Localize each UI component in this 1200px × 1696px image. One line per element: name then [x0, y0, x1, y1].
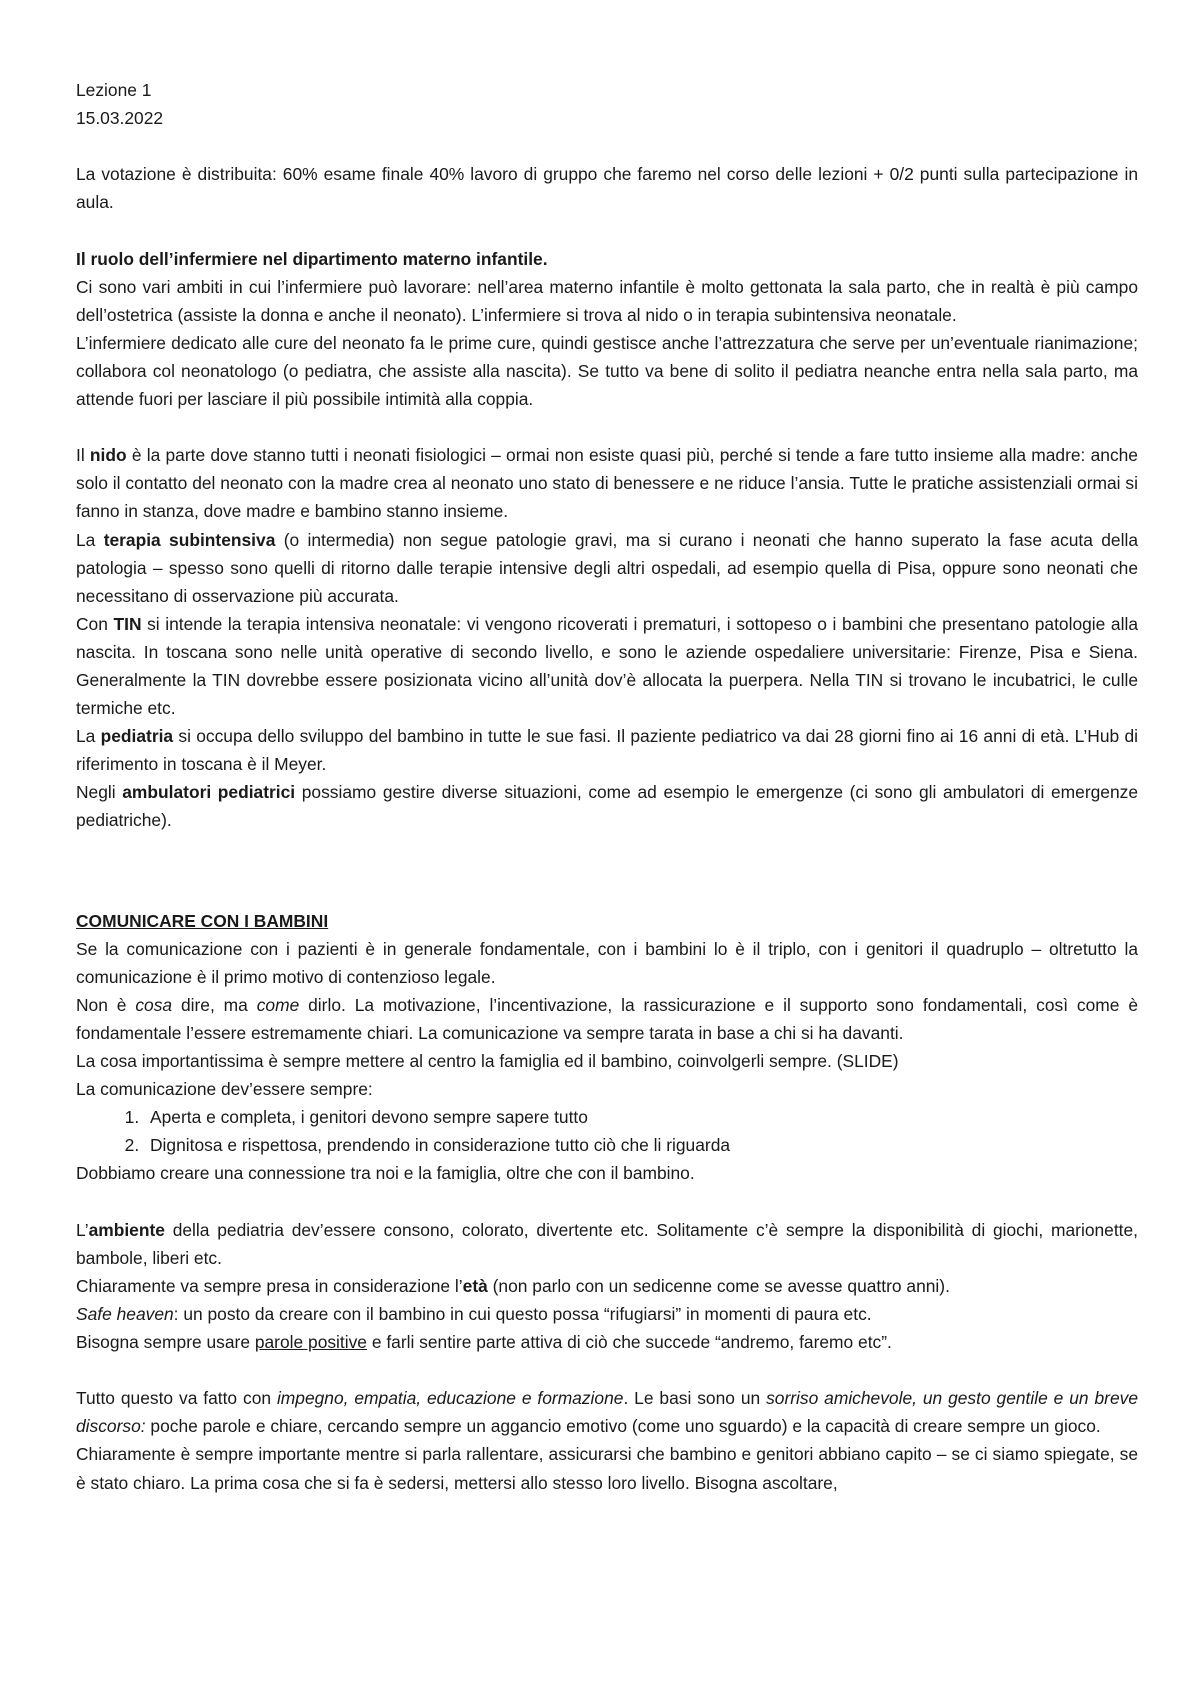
positive-words-paragraph: Bisogna sempre usare parole positive e farli sentire parte attiva di ciò che succede “andremo, faremo etc”.: [76, 1332, 892, 1353]
comm-paragraph-5: Dobbiamo creare una connessione tra noi e la famiglia, oltre che con il bambino.: [76, 1163, 695, 1184]
numbered-list: [76, 1103, 1138, 1159]
pediatria-paragraph: La pediatria si occupa dello sviluppo del bambino in tutte le sue fasi. Il paziente pediatrico va dai 28 giorni fino ai 16 anni di età. L’Hub di riferimento in toscana è il Meyer.: [76, 726, 1138, 775]
environment-paragraph: L’ambiente della pediatria dev’essere consono, colorato, divertente etc. Solitamente c’è sempre la disponibilità di giochi, marionette, bambole, liberi etc.: [76, 1219, 1138, 1268]
document-body: [76, 76, 1138, 1497]
list-item: 2. Dignitosa e rispettosa, prendendo in considerazione tutto ciò che li riguarda: [144, 1131, 1138, 1159]
role-paragraph-2: L’infermiere dedicato alle cure del neonato fa le prime cure, quindi gestisce anche l’attrezzatura che serve per un’eventuale rianimazione; collabora col neonatologo (o pediatra, che assiste alla nascita). Se tutto va bene di solito il pediatra neanche entra nella sala parto, ma attende fuori per lasciare il più possibile intimità alla coppia.: [76, 332, 1138, 410]
tin-paragraph: Con TIN si intende la terapia intensiva neonatale: vi vengono ricoverati i prematuri, i sottopeso o i bambini che presentano patologie alla nascita. In toscana sono nelle unità operative di secondo livello, e sono le aziende ospedaliere universitarie: Firenze, Pisa e Siena. Generalmente la TIN dovrebbe essere posizionata vicino all’unità dov’è allocata la puerpera. Nella TIN si trovano le incubatrici, le culle termiche etc.: [76, 613, 1138, 719]
comm-paragraph-4: La comunicazione dev’essere sempre:: [76, 1079, 373, 1100]
closing-paragraph-1: Tutto questo va fatto con impegno, empatia, educazione e formazione. Le basi sono un sorriso amichevole, un gesto gentile e un breve discorso: poche parole e chiare, cercando sempre un aggancio emotivo (come uno sguardo) e la capacità di creare sempre un gioco.: [76, 1388, 1138, 1437]
ambulatori-paragraph: Negli ambulatori pediatrici possiamo gestire diverse situazioni, come ad esempio le emergenze (ci sono gli ambulatori di emergenze pediatriche).: [76, 782, 1138, 831]
section-heading-role: Il ruolo dell’infermiere nel dipartimento materno infantile.: [76, 248, 548, 269]
grading-paragraph: La votazione è distribuita: 60% esame finale 40% lavoro di gruppo che faremo nel corso delle lezioni + 0/2 punti sulla partecipazione in aula.: [76, 164, 1138, 213]
nido-paragraph: Il nido è la parte dove stanno tutti i neonati fisiologici – ormai non esiste quasi più, perché si tende a fare tutto insieme alla madre: anche solo il contatto del neonato con la madre crea al neonato uno stato di benessere e ne riduce l’ansia. Tutte le pratiche assistenziali ormai si fanno in stanza, dove madre e bambino stanno insieme.: [76, 445, 1138, 522]
comm-paragraph-2: Non è cosa dire, ma come dirlo. La motivazione, l’incentivazione, la rassicurazione e il supporto sono fondamentali, così come è fondamentale l’essere estremamente chiari. La comunicazione va sempre tarata in base a chi si ha davanti.: [76, 994, 1138, 1043]
list-item: 1. Aperta e completa, i genitori devono sempre sapere tutto: [144, 1103, 1138, 1131]
lesson-title: Lezione 1: [76, 80, 152, 100]
section-heading-communication: COMUNICARE CON I BAMBINI: [76, 910, 329, 931]
role-paragraph-1: Ci sono vari ambiti in cui l’infermiere può lavorare: nell’area materno infantile è molto gettonata la sala parto, che in realtà è più campo dell’ostetrica (assiste la donna e anche il neonato). L’infermiere si trova al nido o in terapia subintensiva neonatale.: [76, 276, 1138, 325]
subintensiva-paragraph: La terapia subintensiva (o intermedia) non segue patologie gravi, ma si curano i neonati che hanno superato la fase acuta della patologia – spesso sono quelli di ritorno dalle terapie intensive degli altri ospedali, ad esempio quella di Pisa, oppure sono neonati che necessitano di osservazione più accurata.: [76, 529, 1138, 606]
closing-paragraph-2: Chiaramente è sempre importante mentre si parla rallentare, assicurarsi che bambino e genitori abbiano capito – se ci siamo spiegate, se è stato chiaro. La prima cosa che si fa è sedersi, mettersi allo stesso loro livello. Bisogna ascoltare,: [76, 1444, 1138, 1493]
comm-paragraph-3: La cosa importantissima è sempre mettere al centro la famiglia ed il bambino, coinvolgerli sempre. (SLIDE): [76, 1051, 899, 1072]
lesson-date: 15.03.2022: [76, 108, 164, 129]
comm-paragraph-1: Se la comunicazione con i pazienti è in generale fondamentale, con i bambini lo è il triplo, con i genitori il quadruplo – oltretutto la comunicazione è il primo motivo di contenzioso legale.: [76, 938, 1138, 987]
age-paragraph: Chiaramente va sempre presa in considerazione l’età (non parlo con un sedicenne come se avesse quattro anni).: [76, 1275, 950, 1296]
safe-heaven-paragraph: Safe heaven: un posto da creare con il bambino in cui questo possa “rifugiarsi” in momenti di paura etc.: [76, 1303, 872, 1324]
